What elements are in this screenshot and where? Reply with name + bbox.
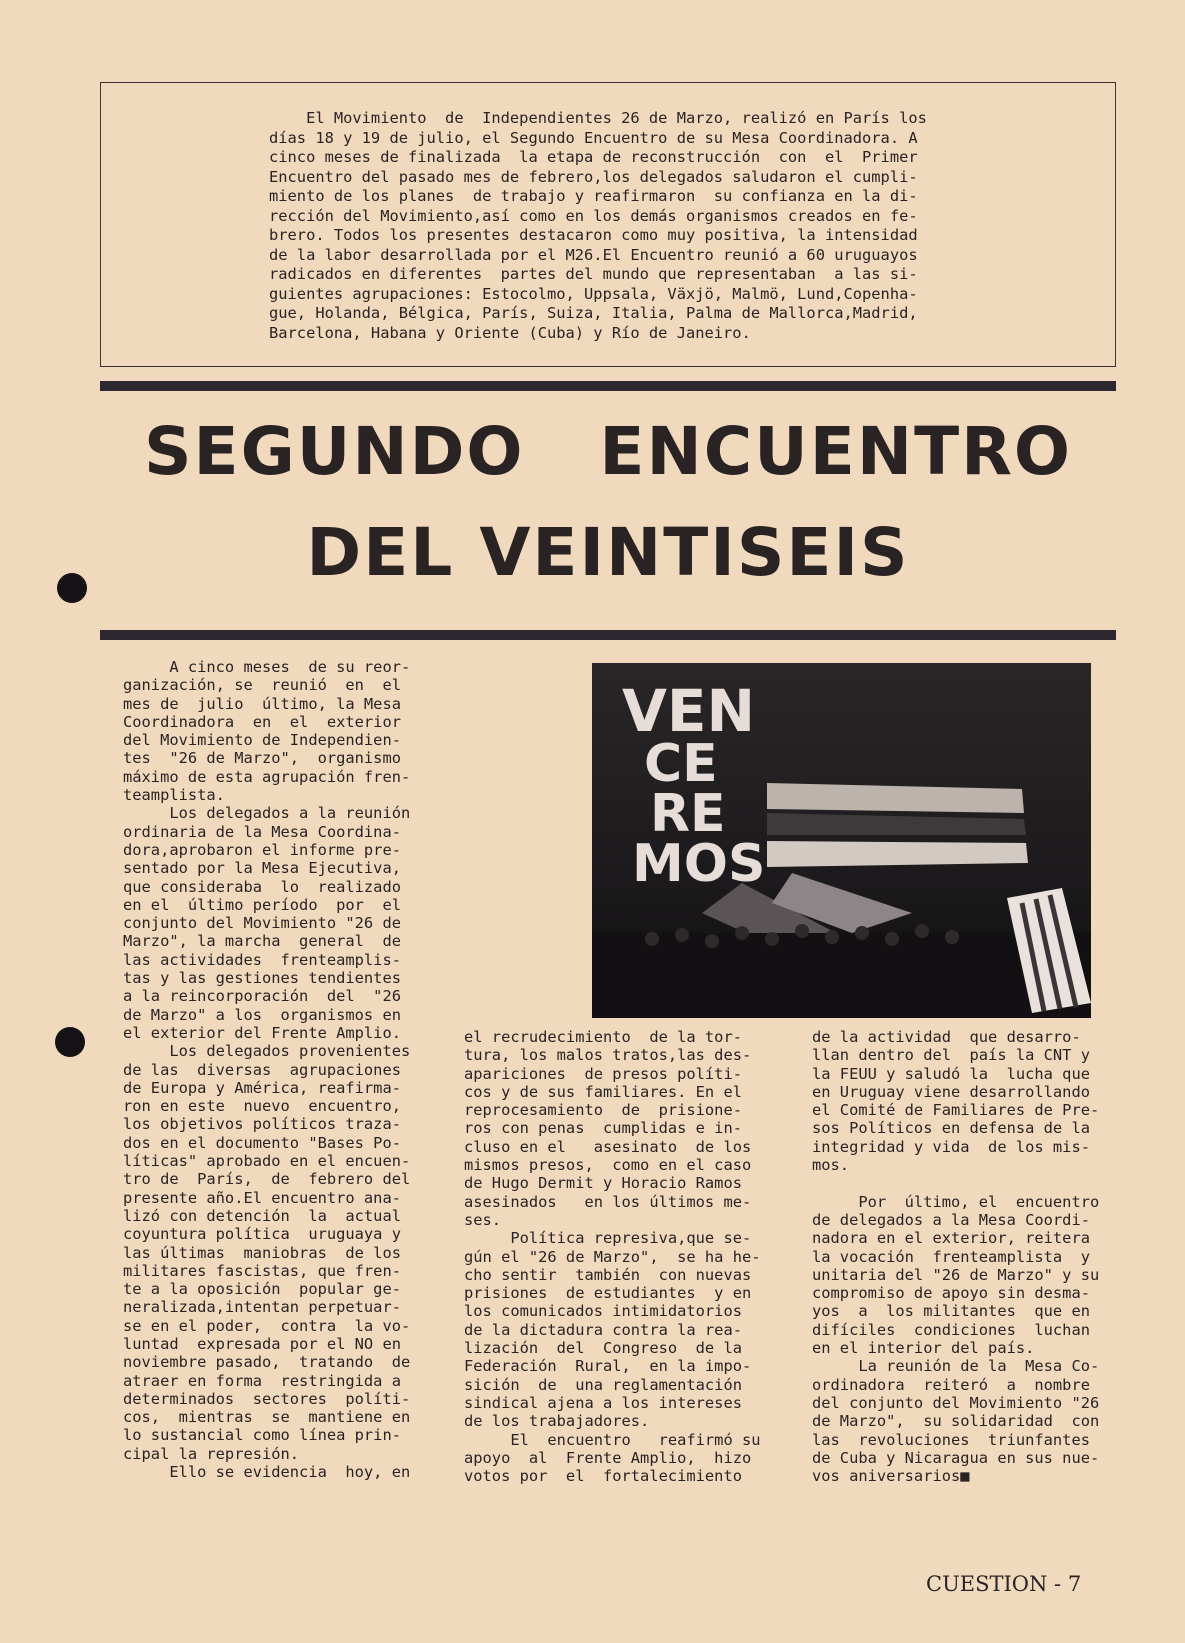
intro-line: de la labor desarrollada por el M26.El Encuentro reunió a 60 uruguayos (269, 245, 918, 264)
col2-line: ros con penas cumplidas e in- (464, 1119, 742, 1138)
article-column-2 (464, 1028, 761, 1485)
article-column-1 (123, 658, 410, 1481)
col1-line: que consideraba lo realizado (123, 877, 401, 896)
intro-box (100, 82, 1116, 367)
col1-line: lo sustancial como línea prin- (123, 1426, 401, 1445)
col1-line: atraer en forma restringida a (123, 1371, 401, 1390)
col2-line: El encuentro reafirmó su (464, 1430, 761, 1449)
intro-line: guientes agrupaciones: Estocolmo, Uppsala, Växjö, Malmö, Lund,Copenha- (269, 284, 918, 303)
crowd (592, 933, 1091, 1018)
col1-line: militares fascistas, que fren- (123, 1261, 401, 1280)
col3-line: llan dentro del país la CNT y (812, 1046, 1090, 1065)
col3-line: de Cuba y Nicaragua en sus nue- (812, 1448, 1100, 1467)
binder-hole-top (57, 573, 87, 603)
col3-line: en el interior del país. (812, 1339, 1035, 1358)
col2-line: el recrudecimiento de la tor- (464, 1028, 742, 1046)
rally-photo-graphic (592, 663, 1091, 1018)
col1-line: determinados sectores políti- (123, 1389, 411, 1408)
col3-line: en Uruguay viene desarrollando (812, 1082, 1090, 1101)
col1-line: Los delegados a la reunión (123, 804, 411, 823)
col1-line: lizó con detención la actual (123, 1206, 401, 1225)
col1-line: te a la oposición popular ge- (123, 1280, 401, 1299)
col2-line: sición de una reglamentación (464, 1375, 742, 1394)
col2-line: cluso en el asesinato de los (464, 1137, 752, 1156)
col3-line: la FEUU y saludó la lucha que (812, 1064, 1090, 1083)
headline-line-2: DEL VEINTISEIS (306, 514, 910, 591)
flag-stripe (767, 841, 1028, 867)
col1-line: cos, mientras se mantiene en (123, 1408, 411, 1427)
col1-line: Ello se evidencia hoy, en (123, 1463, 411, 1482)
col1-line: a la reincorporación del "26 (123, 987, 401, 1006)
col1-line: de Marzo" a los organismos en (123, 1005, 401, 1024)
col3-line: la vocación frenteamplista y (812, 1247, 1090, 1266)
col1-line: conjunto del Movimiento "26 de (123, 914, 401, 933)
col3-line: compromiso de apoyo sin desma- (812, 1284, 1090, 1303)
col2-line: de la dictadura contra la rea- (464, 1320, 742, 1339)
col1-line: las últimas maniobras de los (123, 1243, 401, 1262)
col1-line: dora,aprobaron el informe pre- (123, 840, 401, 859)
col2-line: Federación Rural, en la impo- (464, 1357, 752, 1376)
col3-line: el Comité de Familiares de Pre- (812, 1101, 1100, 1120)
top-rule (100, 381, 1116, 391)
col1-line: el exterior del Frente Amplio. (123, 1023, 401, 1042)
col1-line: las actividades frenteamplis- (123, 950, 401, 969)
col3-line: yos a los militantes que en (812, 1302, 1090, 1321)
intro-paragraph (269, 109, 1013, 343)
bottom-rule (100, 630, 1116, 640)
col1-line: del Movimiento de Independien- (123, 731, 401, 750)
col1-line: sentado por la Mesa Ejecutiva, (123, 859, 401, 878)
col2-line: votos por el fortalecimiento (464, 1467, 742, 1486)
col2-line: apariciones de presos políti- (464, 1064, 742, 1083)
col1-line: máximo de esta agrupación fren- (123, 767, 411, 786)
intro-line: Encuentro del pasado mes de febrero,los delegados saludaron el cumpli- (269, 167, 918, 186)
binder-hole-bottom (55, 1027, 85, 1057)
col3-line: La reunión de la Mesa Co- (812, 1357, 1100, 1376)
col2-line: gún el "26 de Marzo", se ha he- (464, 1247, 761, 1266)
col1-line: mes de julio último, la Mesa (123, 694, 401, 713)
rally-photo (592, 663, 1091, 1018)
col3-line: ordinadora reiteró a nombre (812, 1375, 1090, 1394)
banner-line-1: VEN (622, 677, 756, 745)
article-column-3 (812, 1028, 1099, 1485)
col1-line: tro de París, de febrero del (123, 1170, 411, 1189)
col3-line: de delegados a la Mesa Coordi- (812, 1210, 1090, 1229)
col2-line: asesinados en los últimos me- (464, 1192, 752, 1211)
col1-line: de las diversas agrupaciones (123, 1060, 401, 1079)
intro-line: brero. Todos los presentes destacaron como muy positiva, la intensidad (269, 226, 918, 244)
col2-line: prisiones de estudiantes y en (464, 1284, 752, 1303)
col1-line: de Europa y América, reafirma- (123, 1078, 401, 1097)
col3-line: del conjunto del Movimiento "26 (812, 1393, 1100, 1412)
col1-line: neralizada,intentan perpetuar- (123, 1298, 401, 1317)
col2-line: de los trabajadores. (464, 1412, 650, 1431)
col1-line: noviembre pasado, tratando de (123, 1353, 411, 1372)
col2-line: tura, los malos tratos,las des- (464, 1046, 752, 1065)
col3-line: Por último, el encuentro (812, 1192, 1100, 1211)
col3-line: de la actividad que desarro- (812, 1028, 1081, 1046)
intro-line: días 18 y 19 de julio, el Segundo Encuentro de su Mesa Coordinadora. A (269, 128, 918, 147)
col1-line: los objetivos políticos traza- (123, 1115, 401, 1134)
col1-line: en el último período por el (123, 895, 401, 914)
col1-line: ordinaria de la Mesa Coordina- (123, 822, 401, 841)
col2-line: lización del Congreso de la (464, 1339, 742, 1358)
col2-line: los comunicados intimidatorios (464, 1302, 742, 1321)
col2-line: reprocesamiento de prisione- (464, 1101, 742, 1120)
col2-line: de Hugo Dermit y Horacio Ramos (464, 1174, 742, 1193)
banner-line-3: RE (650, 784, 726, 844)
col1-line: ganización, se reunió en el (123, 676, 401, 695)
col2-line: Política represiva,que se- (464, 1229, 752, 1248)
intro-line: Barcelona, Habana y Oriente (Cuba) y Río de Janeiro. (269, 323, 751, 342)
col1-line: presente año.El encuentro ana- (123, 1188, 401, 1207)
page-footer: CUESTION - 7 (926, 1572, 1082, 1596)
col2-line: apoyo al Frente Amplio, hizo (464, 1448, 752, 1467)
col3-line: nadora en el exterior, reitera (812, 1229, 1090, 1248)
banner-line-4: MOS (632, 834, 766, 894)
col1-line: dos en el documento "Bases Po- (123, 1133, 401, 1152)
col1-line: teamplista. (123, 786, 225, 805)
col3-line: sos Políticos en defensa de la (812, 1119, 1090, 1138)
col1-line: líticas" aprobado en el encuen- (123, 1152, 411, 1171)
col2-line: cho sentir también con nuevas (464, 1265, 752, 1284)
col3-line: integridad y vida de los mis- (812, 1137, 1090, 1156)
col3-line: unitaria del "26 de Marzo" y su (812, 1265, 1100, 1284)
col3-line: las revoluciones triunfantes (812, 1430, 1090, 1449)
col1-line: Los delegados provenientes (123, 1042, 411, 1061)
intro-line: miento de los planes de trabajo y reafirmaron su confianza en la di- (269, 187, 918, 205)
col2-line: ses. (464, 1210, 502, 1229)
col1-line: Coordinadora en el exterior (123, 712, 401, 731)
col2-line: cos y de sus familiares. En el (464, 1082, 742, 1101)
col2-line: sindical ajena a los intereses (464, 1393, 742, 1412)
col1-line: Marzo", la marcha general de (123, 932, 401, 951)
col3-line: vos aniversarios■ (812, 1467, 970, 1486)
col1-line: luntad expresada por el NO en (123, 1334, 401, 1353)
col1-line: tes "26 de Marzo", organismo (123, 749, 401, 768)
intro-line: cinco meses de finalizada la etapa de reconstrucción con el Primer (269, 148, 918, 166)
col1-line: se en el poder, contra la vo- (123, 1316, 411, 1335)
intro-line: radicados en diferentes partes del mundo que representaban a las si- (269, 265, 918, 283)
col1-line: coyuntura política uruguaya y (123, 1225, 401, 1244)
col3-line: mos. (812, 1156, 850, 1175)
headline-line-1: SEGUNDO ENCUENTRO (143, 413, 1073, 490)
col1-line: ron en este nuevo encuentro, (123, 1097, 401, 1116)
col1-line: A cinco meses de su reor- (123, 658, 411, 676)
intro-line: gue, Holanda, Bélgica, París, Suiza, Italia, Palma de Mallorca,Madrid, (269, 304, 918, 322)
col3-line: difíciles condiciones luchan (812, 1320, 1090, 1339)
banner-line-2: CE (644, 734, 718, 794)
col3-line: de Marzo", su solidaridad con (812, 1412, 1100, 1431)
col1-line: tas y las gestiones tendientes (123, 969, 401, 988)
intro-line: El Movimiento de Independientes 26 de Marzo, realizó en París los (269, 109, 927, 127)
col1-line: cipal la represión. (123, 1444, 300, 1463)
intro-line: rección del Movimiento,así como en los demás organismos creados en fe- (269, 206, 918, 225)
col2-line: mismos presos, como en el caso (464, 1156, 752, 1175)
